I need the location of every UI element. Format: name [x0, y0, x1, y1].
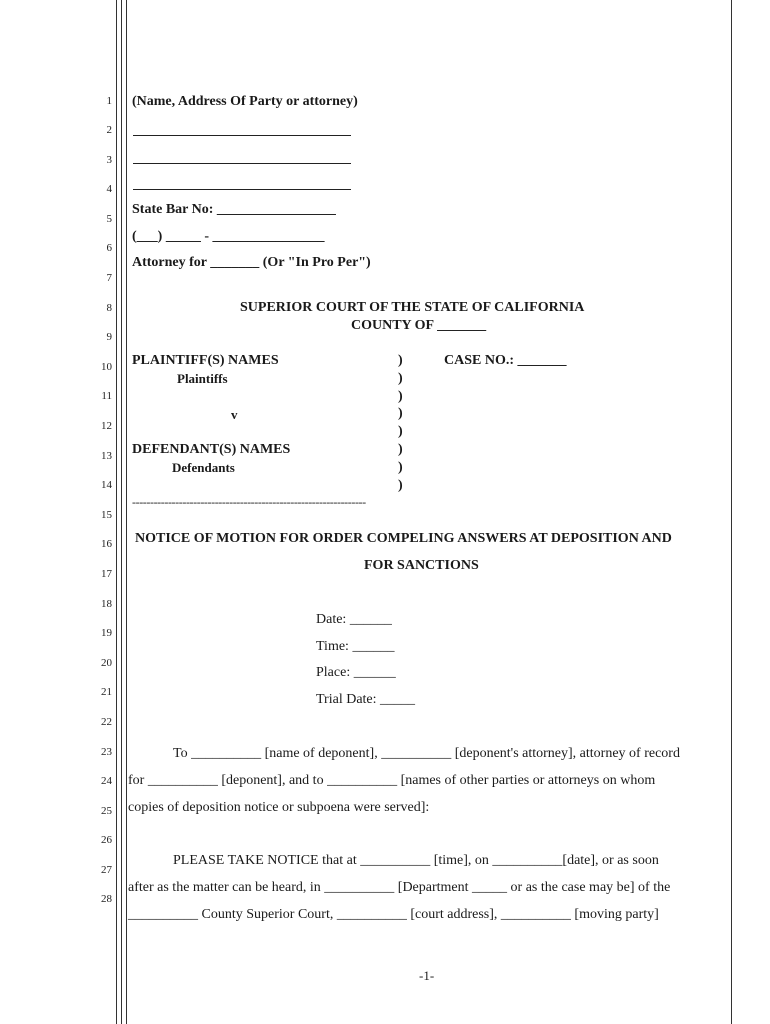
notice-body-line-1: PLEASE TAKE NOTICE that at __________ [time], on __________[date], or as soon [173, 853, 659, 868]
defendants-label: Defendants [172, 460, 235, 475]
left-margin-rule-outer [116, 0, 117, 1024]
line-number: 25 [101, 805, 112, 817]
plaintiff-names: PLAINTIFF(S) NAMES [132, 353, 279, 368]
left-margin-rule-text [126, 0, 127, 1024]
line-number: 16 [101, 538, 112, 550]
notice-body-line-2: after as the matter can be heard, in __________ [Department _____ or as the case may be] of the [128, 880, 671, 895]
caption-paren: ) [398, 371, 403, 386]
line-number: 24 [101, 775, 112, 787]
caption-paren: ) [398, 460, 403, 475]
line-number: 20 [101, 657, 112, 669]
court-name: SUPERIOR COURT OF THE STATE OF CALIFORNIA [240, 300, 585, 315]
line-number: 13 [101, 450, 112, 462]
address-blank-line-2 [133, 163, 351, 164]
county-line: COUNTY OF _______ [351, 318, 487, 333]
phone-number: (___) _____ - ________________ [132, 229, 325, 244]
line-number: 15 [101, 509, 112, 521]
line-number: 12 [101, 420, 112, 432]
line-number: 4 [106, 183, 112, 195]
hearing-time: Time: ______ [316, 639, 395, 654]
caption-paren: ) [398, 389, 403, 404]
caption-paren: ) [398, 424, 403, 439]
address-blank-line-1 [133, 135, 351, 136]
hearing-place: Place: ______ [316, 665, 396, 680]
line-number: 26 [101, 834, 112, 846]
line-number: 10 [101, 361, 112, 373]
line-number: 11 [101, 390, 112, 402]
party-name-address: (Name, Address Of Party or attorney) [132, 94, 358, 109]
line-number: 3 [106, 154, 112, 166]
line-number: 18 [101, 598, 112, 610]
line-number: 6 [106, 242, 112, 254]
caption-paren: ) [398, 478, 403, 493]
line-number: 8 [106, 302, 112, 314]
state-bar-number: State Bar No: _________________ [132, 202, 336, 217]
line-number: 14 [101, 479, 112, 491]
line-number: 17 [101, 568, 112, 580]
caption-paren: ) [398, 442, 403, 457]
notice-recipients-line-3: copies of deposition notice or subpoena were served]: [128, 800, 430, 815]
defendant-names: DEFENDANT(S) NAMES [132, 442, 291, 457]
hearing-date: Date: ______ [316, 612, 392, 627]
page-number: -1- [419, 968, 435, 983]
right-margin-rule [731, 0, 732, 1024]
line-number: 9 [106, 331, 112, 343]
caption-divider: ----------------------------------------------------------------- [132, 495, 366, 509]
plaintiffs-label: Plaintiffs [177, 371, 228, 386]
attorney-for: Attorney for _______ (Or "In Pro Per") [132, 255, 371, 270]
line-number: 27 [101, 864, 112, 876]
caption-paren: ) [398, 406, 403, 421]
line-number: 1 [106, 95, 112, 107]
versus: v [231, 407, 238, 422]
line-number: 19 [101, 627, 112, 639]
line-number: 22 [101, 716, 112, 728]
document-title-line-2: FOR SANCTIONS [364, 558, 479, 573]
line-number: 23 [101, 746, 112, 758]
notice-recipients-line-2: for __________ [deponent], and to __________ [names of other parties or attorneys on whom [128, 773, 656, 788]
trial-date: Trial Date: _____ [316, 692, 416, 707]
line-number: 2 [106, 124, 112, 136]
line-number: 28 [101, 893, 112, 905]
document-title-line-1: NOTICE OF MOTION FOR ORDER COMPELING ANSWERS AT DEPOSITION AND [135, 531, 672, 546]
line-number: 7 [106, 272, 112, 284]
notice-body-line-3: __________ County Superior Court, __________ [court address], __________ [moving party] [128, 907, 659, 922]
line-number: 5 [106, 213, 112, 225]
left-margin-rule-inner [121, 0, 122, 1024]
caption-paren: ) [398, 353, 403, 368]
case-number: CASE NO.: _______ [444, 353, 567, 368]
notice-recipients-line-1: To __________ [name of deponent], __________ [deponent's attorney], attorney of record [173, 746, 680, 761]
address-blank-line-3 [133, 189, 351, 190]
line-number: 21 [101, 686, 112, 698]
